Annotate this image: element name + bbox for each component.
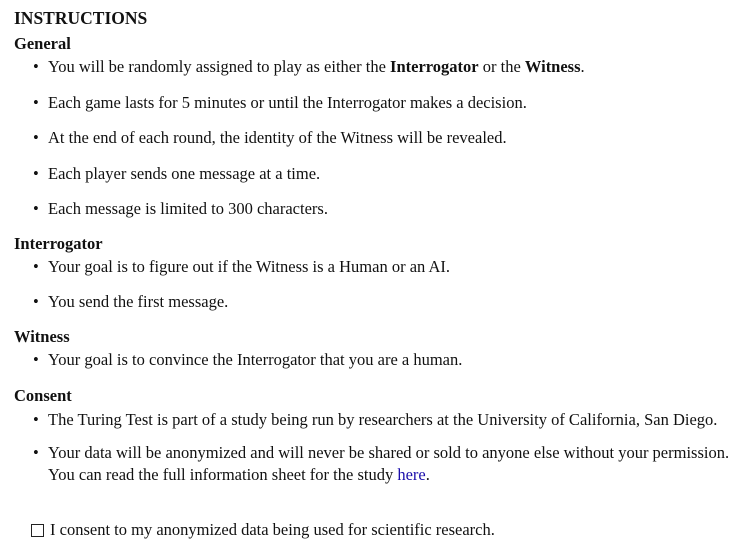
interrogator-list xyxy=(14,256,732,314)
bullet-icon: • xyxy=(33,163,39,183)
bullet-icon: • xyxy=(33,256,39,276)
bullet-icon: • xyxy=(33,128,39,147)
section-heading-consent: Consent xyxy=(14,386,72,405)
section-heading-witness: Witness xyxy=(14,326,70,346)
list-item xyxy=(14,198,732,221)
section-heading-interrogator: Interrogator xyxy=(14,233,103,253)
list-item xyxy=(14,127,732,150)
list-item xyxy=(14,409,732,432)
section-heading-general: General xyxy=(14,34,71,53)
list-item-text: . xyxy=(580,57,585,76)
list-item xyxy=(14,442,732,487)
consent-checkbox[interactable] xyxy=(31,524,44,537)
bullet-icon: • xyxy=(33,57,39,76)
list-item xyxy=(14,92,732,115)
witness-list xyxy=(14,349,732,372)
role-interrogator: Interrogator xyxy=(390,57,479,76)
instructions-page xyxy=(14,7,732,487)
list-item-text: Your data will be anonymized and will never be shared or sold to anyone else without your permission. xyxy=(48,442,730,462)
consent-list xyxy=(14,409,732,487)
list-item-text: At the end of each round, the identity of the Witness will be revealed. xyxy=(48,128,507,147)
list-item-text: . xyxy=(425,465,430,484)
role-witness: Witness xyxy=(524,57,581,76)
list-item-text: The Turing Test is part of a study being run by researchers at the University of California, San Diego. xyxy=(48,410,718,429)
list-item-text: Each player sends one message at a time. xyxy=(48,163,321,183)
list-item-text: Each game lasts for 5 minutes or until the Interrogator makes a decision. xyxy=(48,92,527,112)
list-item-text: You can read the full information sheet for the study xyxy=(48,465,398,484)
consent-checkbox-row[interactable] xyxy=(31,519,495,541)
bullet-icon: • xyxy=(33,92,39,112)
list-item-text: You will be randomly assigned to play as either the xyxy=(48,57,391,76)
list-item xyxy=(14,56,732,79)
bullet-icon: • xyxy=(33,292,39,311)
list-item xyxy=(14,256,732,279)
consent-checkbox-label: I consent to my anonymized data being used for scientific research. xyxy=(50,520,495,539)
list-item xyxy=(14,349,732,372)
bullet-icon: • xyxy=(33,410,39,429)
list-item xyxy=(14,163,732,186)
list-item-text: Your goal is to convince the Interrogator that you are a human. xyxy=(48,349,463,369)
general-list xyxy=(14,56,732,221)
list-item-text: You send the first message. xyxy=(48,292,229,311)
list-item-text: Each message is limited to 300 characters. xyxy=(48,199,328,218)
list-item-text: Your goal is to figure out if the Witness is a Human or an AI. xyxy=(48,256,451,276)
bullet-icon: • xyxy=(33,442,39,462)
list-item xyxy=(14,291,732,314)
page-title: INSTRUCTIONS xyxy=(14,8,148,28)
info-sheet-link[interactable]: here xyxy=(397,465,426,484)
list-item-text: or the xyxy=(478,57,525,76)
bullet-icon: • xyxy=(33,199,39,218)
bullet-icon: • xyxy=(33,349,39,369)
